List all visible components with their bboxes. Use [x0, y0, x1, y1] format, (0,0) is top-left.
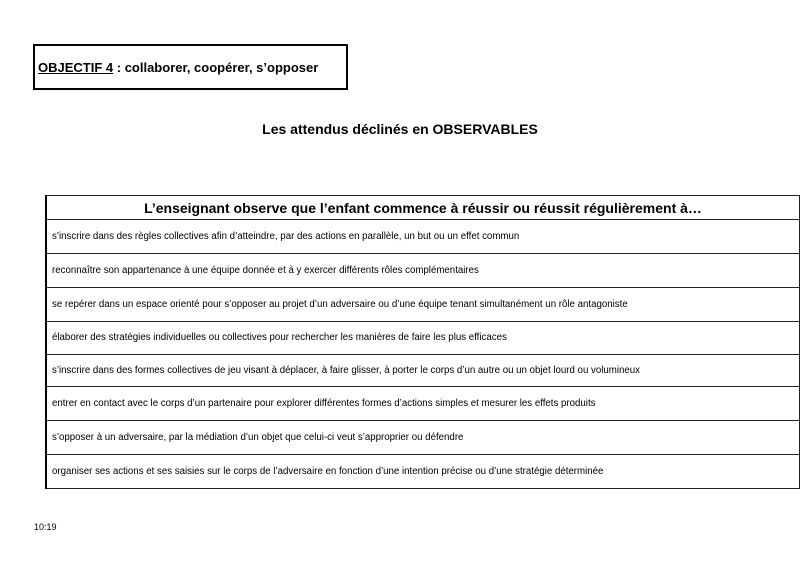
observables-table: [45, 195, 800, 489]
table-row: [46, 254, 800, 288]
observable-cell: organiser ses actions et ses saisies sur le corps de l’adversaire en fonction d’une intention précise ou d’une stratégie déterminée: [46, 455, 800, 489]
objective-box: [33, 44, 348, 90]
table-row: [46, 288, 800, 322]
objective-label: OBJECTIF 4: [38, 59, 114, 75]
table-row: [46, 455, 800, 489]
objective-text: collaborer, coopérer, s’opposer: [124, 59, 319, 75]
observable-cell: entrer en contact avec le corps d’un partenaire pour explorer différentes formes d’actions simples et mesurer les effets produits: [46, 387, 800, 421]
page-subtitle: Les attendus déclinés en OBSERVABLES: [262, 121, 538, 137]
observable-cell: s’opposer à un adversaire, par la médiation d’un objet que celui-ci veut s’approprier ou défendre: [46, 421, 800, 455]
table-header-row: [46, 196, 800, 220]
objective-separator: :: [113, 59, 125, 75]
footer-time: 10:19: [34, 522, 57, 532]
table-row: [46, 220, 800, 254]
table-row: [46, 322, 800, 355]
table-row: [46, 421, 800, 455]
observable-cell: se repérer dans un espace orienté pour s’opposer au projet d’un adversaire ou d’une équipe tenant simultanément un rôle antagoniste: [46, 288, 800, 322]
table-row: [46, 387, 800, 421]
table-header: L’enseignant observe que l’enfant commence à réussir ou réussit régulièrement à…: [46, 196, 800, 220]
table-row: [46, 355, 800, 387]
observable-cell: reconnaître son appartenance à une équipe donnée et à y exercer différents rôles complémentaires: [46, 254, 800, 288]
observable-cell: élaborer des stratégies individuelles ou collectives pour rechercher les manières de faire les plus efficaces: [46, 322, 800, 355]
observable-cell: s’inscrire dans des formes collectives de jeu visant à déplacer, à faire glisser, à porter le corps d’un autre ou un objet lourd ou volumineux: [46, 355, 800, 387]
observable-cell: s’inscrire dans des règles collectives afin d’atteindre, par des actions en parallèle, un but ou un effet commun: [46, 220, 800, 254]
